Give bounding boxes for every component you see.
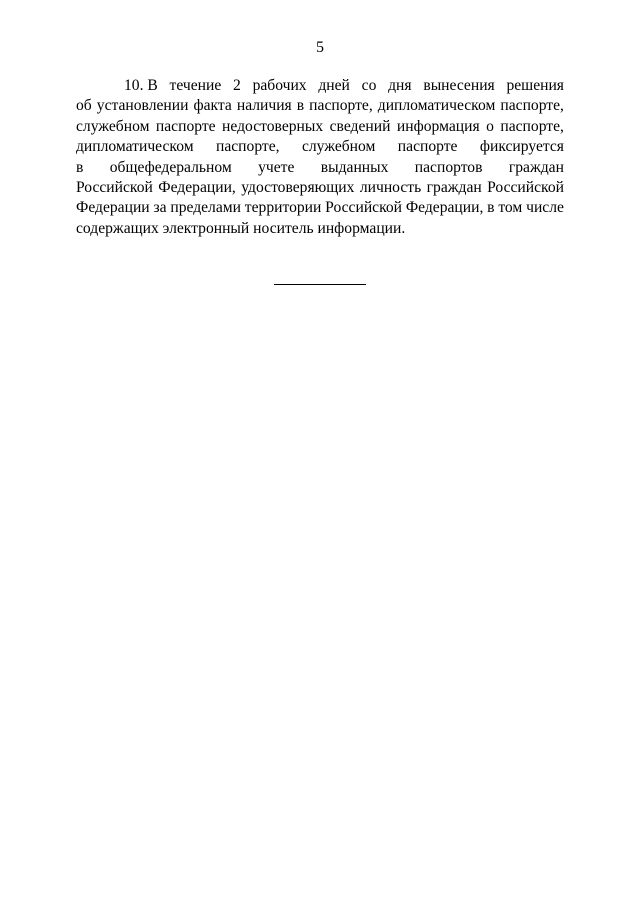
- word: том: [498, 199, 523, 217]
- word: недостоверных: [222, 117, 324, 135]
- word: учете: [258, 158, 295, 176]
- word: об: [76, 97, 92, 115]
- word: 10. В: [124, 77, 158, 94]
- paragraph-10: [76, 76, 564, 239]
- word: дипломатическом: [377, 97, 496, 115]
- word: Федерации,: [158, 178, 236, 196]
- word: установлении: [96, 97, 189, 115]
- word: паспорте,: [500, 97, 564, 115]
- word: граждан: [426, 178, 482, 196]
- paragraph-line: [76, 137, 564, 157]
- paragraph-line: [76, 198, 564, 218]
- word: в: [76, 158, 84, 176]
- word: дипломатическом: [76, 138, 194, 156]
- word: Российской: [487, 178, 564, 196]
- word: удостоверяющих: [241, 178, 355, 196]
- word: общефедеральном: [109, 158, 232, 176]
- word: числе: [526, 199, 564, 217]
- word: Российской: [325, 199, 403, 217]
- page-number: 5: [316, 39, 324, 56]
- word: паспорте,: [309, 97, 373, 115]
- word: паспорте,: [215, 138, 280, 156]
- word: за: [153, 199, 167, 217]
- word: выданных: [320, 158, 389, 176]
- paragraph-line: [76, 158, 564, 178]
- word: факта: [193, 97, 232, 115]
- paragraph-line: [76, 219, 564, 239]
- word: паспортов: [414, 158, 483, 176]
- word: в: [296, 97, 305, 115]
- word: дня: [388, 77, 412, 94]
- paragraph-line: [76, 76, 564, 96]
- word: наличия: [236, 97, 292, 115]
- word: течение: [169, 77, 222, 94]
- word: паспорте: [155, 117, 216, 135]
- word: служебном: [301, 138, 376, 156]
- word: паспорте: [397, 138, 458, 156]
- word: личность: [359, 178, 422, 196]
- word: со: [361, 77, 377, 94]
- word: граждан: [508, 158, 564, 176]
- word: информация: [396, 117, 480, 135]
- word: пределами: [170, 199, 241, 217]
- word: Федерации,: [405, 199, 484, 217]
- word: Федерации: [76, 199, 150, 217]
- word: паспорте,: [500, 117, 564, 135]
- paragraph-line: [76, 178, 564, 198]
- word: фиксируется: [479, 138, 564, 156]
- word: в: [487, 199, 495, 217]
- word: вынесения: [423, 77, 495, 94]
- word: 2: [233, 77, 241, 94]
- word: дней: [318, 77, 350, 94]
- word: Российской: [76, 178, 153, 196]
- word: сведений: [329, 117, 391, 135]
- word: территории: [244, 199, 322, 217]
- word: рабочих: [252, 77, 307, 94]
- word: служебном: [76, 117, 150, 135]
- end-separator-line: [274, 284, 366, 285]
- word: решения: [506, 77, 564, 94]
- paragraph-line: [76, 96, 564, 116]
- word: о: [486, 117, 494, 135]
- word: содержащих электронный носитель информации.: [76, 219, 406, 237]
- paragraph-line: [76, 117, 564, 137]
